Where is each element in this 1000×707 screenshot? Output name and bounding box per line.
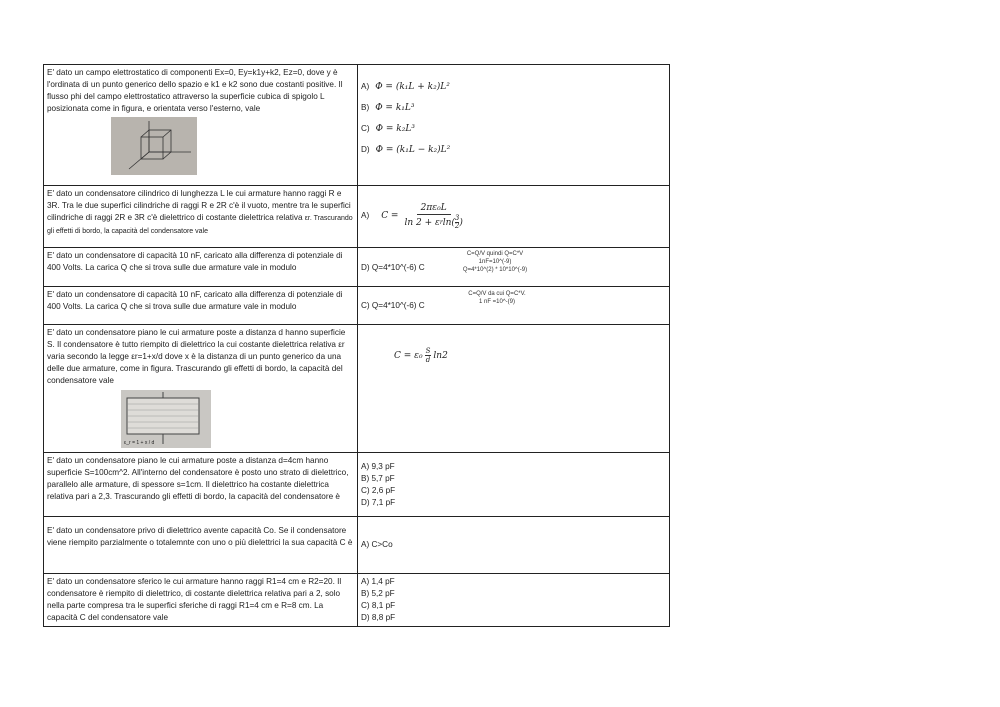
option-a: A) 9,3 pF	[361, 462, 395, 471]
answer-cell	[358, 453, 670, 517]
option-list	[361, 461, 666, 509]
question-text: E' dato un condensatore di capacità 10 nF, caricato alla differenza di potenziale di 400 Volts. La carica Q che si trova sulle due armature vale in modulo	[47, 251, 343, 272]
option-a: A) Φ = (k₁L + k₂)L²	[361, 82, 450, 92]
question-text: E' dato un condensatore sferico le cui armature hanno raggi R1=4 cm e R2=20. Il condensatore è riempito di dielettrico, di costante dielettrica relativa pari a 2, solo nella parte compresa tra le superfici sferiche di raggi R1=4 cm e R=8 cm. La capacità C del condensatore vale	[47, 577, 342, 622]
question-text: E' dato un condensatore privo di dielettrico avente capacità Co. Se il condensatore viene riempito parzialmente o totalemnte con uno o più dielettrici la sua capacità C è	[47, 526, 353, 547]
option-c: C) 2,6 pF	[361, 486, 396, 495]
question-cell	[44, 248, 358, 287]
question-cell	[44, 287, 358, 325]
question-cell	[44, 65, 358, 186]
answer-cell	[358, 287, 670, 325]
capacity-formula: 2πε₀L ln 2 + ε r ln( 3 2 )	[404, 203, 463, 230]
table-row	[44, 325, 670, 453]
question-cell	[44, 186, 358, 248]
solution-note: C=Q/V quindi Q=C*V 1nF=10^(-9) Q=4*10^(2) * 10*10^(-9)	[462, 251, 528, 273]
solution-note: C=Q/V da cui Q=C*V. 1 nF =10^-(9)	[468, 291, 526, 305]
answer-text: A) C>Co	[361, 540, 393, 549]
question-text: E' dato un condensatore di capacità 10 nF, caricato alla differenza di potenziale di 400 Volts. La carica Q che si trova sulle due armature vale in modulo	[47, 290, 343, 311]
question-cell	[44, 325, 358, 453]
formula-lhs: C =	[381, 211, 399, 221]
option-b: B) 5,7 pF	[361, 474, 395, 483]
answer-cell	[358, 65, 670, 186]
question-text: E' dato un condensatore piano le cui armature poste a distanza d=4cm hanno superficie S=100cm^2. All'interno del condensatore è posto uno strato di dielettrico, parallelo alle armature, di spessore s=1cm. Il dielettrico ha costante dielettrica relativa pari a 2,3. Trascurando gli effetti di bordo, la capacità del condensatore è	[47, 456, 349, 501]
answer-cell	[358, 325, 670, 453]
table-row	[44, 186, 670, 248]
option-d: D) 8,8 pF	[361, 613, 396, 622]
option-a: A) 1,4 pF	[361, 577, 395, 586]
option-c: C) Φ = k₂L³	[361, 124, 415, 134]
question-text: E' dato un condensatore piano le cui armature poste a distanza d hanno superficie S. Il condensatore è tutto riempito di dielettrico la cui costante dielettrica relativa εr varia secondo la legge εr=1+x/d dove x è la distanza di un punto generico da una delle due armature, come in figura. Trascurando gli effetti di bordo, la capacità del condensatore vale	[47, 328, 346, 385]
cube-figure	[111, 117, 197, 175]
question-text: E' dato un condensatore cilindrico di lunghezza L le cui armature hanno raggi R e 3R. Tra le due superfici cilindriche di raggi R e 2R c'è il vuoto, mentre tra le superfici cilindriche di raggi 2R e 3R c'è dielettrico di costante dielettrica relativa	[47, 189, 351, 222]
quiz-table	[43, 64, 670, 627]
option-c: C) 8,1 pF	[361, 601, 396, 610]
option-d: D) 7,1 pF	[361, 498, 396, 507]
table-row	[44, 248, 670, 287]
answer-text: D) Q=4*10^(-6) C	[361, 263, 425, 272]
table-row	[44, 517, 670, 574]
answer-cell	[358, 517, 670, 574]
table-row	[44, 453, 670, 517]
answer-text: C) Q=4*10^(-6) C	[361, 301, 425, 310]
question-cell	[44, 574, 358, 627]
answer-label: A)	[361, 211, 370, 220]
capacitor-figure	[121, 390, 211, 448]
table-row	[44, 287, 670, 325]
question-text-tail: εr. Trascurando gli effetti di bordo, la capacità del condensatore vale	[47, 215, 353, 235]
capacity-formula: C = ε₀ S d ln2	[394, 347, 448, 364]
answer-cell	[358, 574, 670, 627]
option-b: B) Φ = k₁L³	[361, 103, 415, 113]
answer-cell	[358, 186, 670, 248]
question-text: E' dato un campo elettrostatico di componenti Ex=0, Ey=k1y+k2, Ez=0, dove y è l'ordinata di un punto generico dello spazio e k1 e k2 sono due costanti positive. Il flusso phi del campo elettrostatico attraverso la superficie cubica di spigolo L posizionata come in figura, e orientata verso l'esterno, vale	[47, 68, 343, 113]
question-cell	[44, 453, 358, 517]
option-b: B) 5,2 pF	[361, 589, 395, 598]
table-row	[44, 574, 670, 627]
table-row	[44, 65, 670, 186]
figure-caption: ε_r = 1 + x / d	[124, 440, 155, 446]
question-cell	[44, 517, 358, 574]
option-list	[361, 576, 666, 624]
option-d: D) Φ = (k₁L − k₂)L²	[361, 145, 451, 155]
answer-cell	[358, 248, 670, 287]
